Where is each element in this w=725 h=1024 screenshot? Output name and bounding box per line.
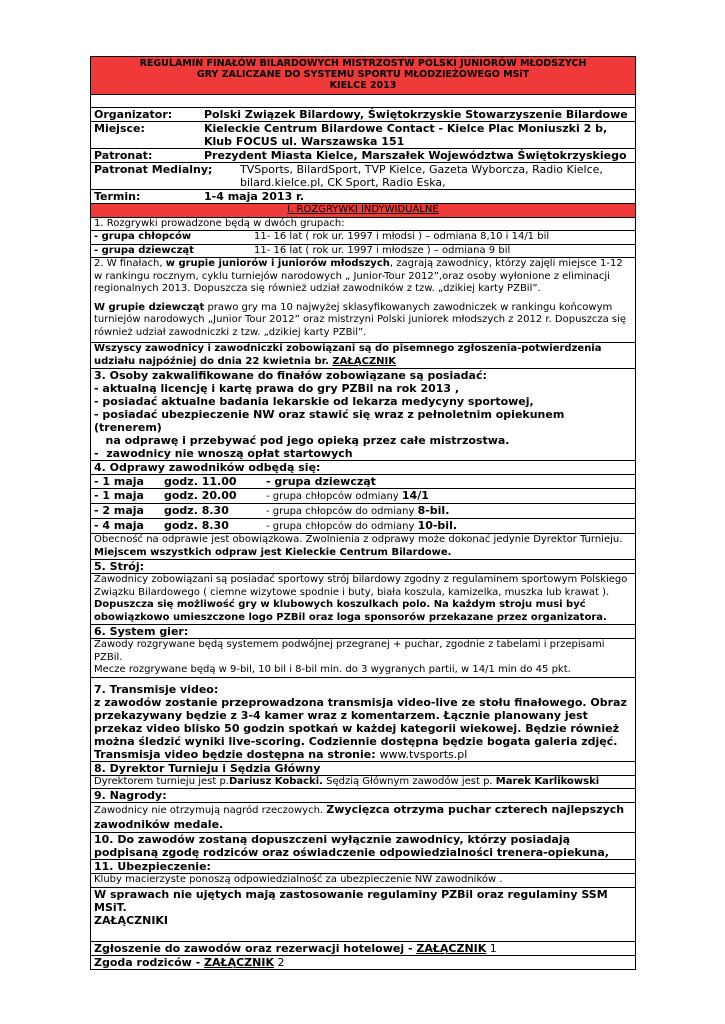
briefing-note-place: Miejscem wszystkich odpraw jest Kieleckie Centrum Bilardowe. bbox=[94, 546, 452, 558]
briefing-day: - 2 maja bbox=[94, 504, 144, 517]
title-line-3: KIELCE 2013 bbox=[329, 80, 397, 91]
system-text-2: Mecze rozgrywane będą w 9-bil, 10 bil i 8-bil min. do 3 wygranych partii, w 14/1 min do 45 pkt. bbox=[94, 664, 571, 675]
video-title: 7. Transmisje video: bbox=[94, 682, 219, 696]
qualification-paragraphs bbox=[90, 258, 636, 343]
system-block bbox=[90, 639, 636, 678]
admission-text: 10. Do zawodów zostaną dopuszczeni wyłącznie zawodnicy, którzy posiadają podpisaną zgodę rodziców oraz oświadczenie odpowiedzialności trenera-opiekuna, bbox=[90, 833, 636, 860]
closing-block bbox=[90, 888, 636, 942]
prizes-text-b: Zwycięzca otrzyma puchar czterech najlepszych zawodników medale. bbox=[94, 803, 625, 831]
attachment-1-link[interactable]: ZAŁĄCZNIK bbox=[416, 941, 487, 955]
briefing-desc: - grupa chłopców odmiany bbox=[266, 491, 402, 502]
briefing-time: godz. 20.00 bbox=[164, 489, 237, 502]
attachment-1-text: Zgłoszenie do zawodów oraz rezerwacji hotelowej - bbox=[94, 941, 417, 955]
media-value-2: bilard.kielce.pl, CK Sport, Radio Eska, bbox=[240, 176, 446, 189]
briefing-day: - 4 maja bbox=[94, 519, 144, 532]
briefing-time: godz. 11.00 bbox=[164, 475, 237, 488]
patron-value: Prezydent Miasta Kielce, Marszałek Województwa Świętokrzyskiego bbox=[204, 149, 627, 162]
attachments-heading: ZAŁĄCZNIKI bbox=[94, 913, 169, 927]
requirements-block bbox=[90, 369, 636, 461]
document-title bbox=[90, 56, 636, 95]
briefing-note-attendance: Obecność na odprawie jest obowiązkowa. Zwolnienia z odprawy może dokonać jedynie Dyrektor Turnieju. bbox=[94, 534, 623, 545]
briefing-day: - 1 maja bbox=[94, 489, 144, 502]
girls-group-row bbox=[90, 245, 636, 259]
briefing-notes bbox=[90, 534, 636, 560]
attachment-1-number: 1 bbox=[486, 941, 497, 955]
regulation-document bbox=[90, 56, 636, 970]
briefing-desc: - grupa chłopców do odmiany bbox=[266, 506, 418, 517]
director-title: 8. Dyrektor Turnieju i Sędzia Główny bbox=[90, 762, 636, 776]
closing-text: W sprawach nie ujętych mają zastosowanie regulaminy PZBil oraz regulaminy SSM MSiT. bbox=[94, 887, 608, 914]
prizes-title: 9. Nagrody: bbox=[90, 789, 636, 803]
dress-text: Zawodnicy zobowiązani są posiadać sportowy strój bilardowy zgodny z regulaminem sportowym Polskiego Związku Bilardowego ( ciemne wizytowe spodnie i buty, biała koszula, kamizelka, muszka lub krawat ). bbox=[94, 574, 628, 598]
organizer-row bbox=[90, 108, 636, 122]
briefing-desc-bold: 8-bil. bbox=[417, 504, 450, 517]
briefing-desc-bold: 14/1 bbox=[401, 489, 429, 502]
date-value: 1-4 maja 2013 r. bbox=[204, 190, 305, 203]
organizer-label: Organizator: bbox=[94, 108, 173, 121]
attachment-2-row bbox=[90, 956, 636, 970]
attachment-2-text: Zgoda rodziców - bbox=[94, 955, 205, 969]
requirement-insurance: - posiadać ubezpieczenie NW oraz stawić się wraz z pełnoletnim opiekunem (trenerem) bbox=[94, 408, 565, 434]
director-text-a: Dyrektorem turnieju jest p. bbox=[94, 775, 229, 787]
p3-text-b: prawo gry ma 10 najwyżej sklasyfikowanych zawodniczek w rankingu końcowym turniejów narodowych „Junior Tour 2012” oraz mistrzyni Polski juniorek młodszych z 2012 r. Dopuszcza się również udział zawodniczki z tzw. „dzikiej karty PZBil”. bbox=[94, 301, 627, 338]
section-1-header: I. ROZGRYWKI INDYWIDUALNE bbox=[90, 204, 636, 218]
date-row bbox=[90, 190, 636, 204]
dress-polo-text: Dopuszcza się możliwość gry w klubowych koszulkach polo. Na każdym stroju musi być obowiązkowo umieszczone logo PZBil oraz loga sponsorów przekazane przez organizatora. bbox=[94, 599, 607, 623]
briefing-row bbox=[90, 475, 636, 489]
p2-text-b: w grupie juniorów i juniorów młodszych bbox=[165, 258, 390, 269]
requirement-fees: - zawodnicy nie wnoszą opłat startowych bbox=[94, 447, 353, 460]
place-label: Miejsce: bbox=[94, 122, 145, 135]
briefing-day: - 1 maja bbox=[94, 475, 144, 488]
signup-row bbox=[90, 343, 636, 369]
media-patron-row bbox=[90, 163, 636, 190]
director-text bbox=[90, 776, 636, 790]
girls-value: 11- 16 lat ( rok ur. 1997 i młodsze ) – odmiana 9 bil bbox=[254, 244, 511, 256]
prizes-text-a: Zawodnicy nie otrzymują nagród rzeczowych. bbox=[94, 805, 327, 816]
requirement-license: - aktualną licencję i kartę prawa do gry PZBil na rok 2013 , bbox=[94, 382, 460, 395]
briefing-row bbox=[90, 504, 636, 519]
p2-text-c: , zagrają zawodnicy, którzy zajęli miejsce 1-12 w rankingu rocznym, cyklu turniejów narodowych „ Junior-Tour 2012”,oraz osoby wyłonione z eliminacji regionalnych 2013. Dopuszcza się również udział zawodników z tzw. „dzikiej karty PZBil”. bbox=[94, 258, 623, 294]
media-value-1: TVSports, BilardSport, TVP Kielce, Gazeta Wyborcza, Radio Kielce, bbox=[240, 163, 603, 176]
media-label: Patronat Medialny; bbox=[94, 163, 213, 176]
attachment-2-number: 2 bbox=[273, 955, 285, 969]
place-value-1: Kieleckie Centrum Bilardowe Contact - Kielce Plac Moniuszki 2 b, bbox=[204, 122, 608, 135]
boys-group-row bbox=[90, 231, 636, 245]
director-name: Dariusz Kobacki. bbox=[228, 775, 323, 787]
boys-value: 11- 16 lat ( rok ur. 1997 i młodsi ) – odmiana 8,10 i 14/1 bil bbox=[254, 231, 550, 242]
signup-attachment-link[interactable]: ZAŁĄCZNIK bbox=[332, 355, 397, 367]
signup-text: Wszyscy zawodnicy i zawodniczki zobowiązani są do pisemnego zgłoszenia-potwierdzenia udziału najpóźniej do dnia 22 kwietnia br. bbox=[94, 343, 602, 367]
title-line-2: GRY ZALICZANE DO SYSTEMU SPORTU MŁODZIEŻOWEGO MSiT bbox=[196, 69, 530, 80]
patron-row bbox=[90, 149, 636, 163]
place-value-2: Klub FOCUS ul. Warszawska 151 bbox=[204, 135, 405, 148]
briefing-row bbox=[90, 489, 636, 504]
date-label: Termin: bbox=[94, 190, 141, 203]
video-block bbox=[90, 678, 636, 762]
briefing-desc: - grupa chłopców do odmiany bbox=[266, 521, 418, 532]
requirement-supervision: na odprawę i przebywać pod jego opieką przez całe mistrzostwa. bbox=[94, 434, 510, 447]
briefing-desc-bold: 10-bil. bbox=[417, 519, 458, 532]
dress-block bbox=[90, 574, 636, 625]
prizes-text bbox=[90, 803, 636, 833]
attachment-2-link[interactable]: ZAŁĄCZNIK bbox=[204, 955, 274, 969]
dress-title: 5. Strój: bbox=[90, 560, 636, 574]
groups-intro: 1. Rozgrywki prowadzone będą w dwóch grupach: bbox=[90, 218, 636, 232]
insurance-title: 11. Ubezpieczenie: bbox=[90, 860, 636, 874]
requirements-title: 3. Osoby zakwalifikowane do finałów zobowiązane są posiadać: bbox=[94, 369, 487, 382]
referee-name: Marek Karlikowski bbox=[495, 775, 600, 787]
briefings-title: 4. Odprawy zawodników odbędą się: bbox=[90, 461, 636, 475]
video-text: z zawodów zostanie przeprowadzona transmisja video-live ze stołu finałowego. Obraz przekazywany będzie z 3-4 kamer wraz z komentarzem. Łącznie planowany jest przekaz video blisko 50 godzin spotkań w każdej kategorii wiekowej. Będzie również można śledzić wyniki live-scoring. Codziennie dostępna będzie bogata galeria zdjęć. bbox=[94, 695, 627, 748]
briefing-time: godz. 8.30 bbox=[164, 504, 229, 517]
girls-label: - grupa dziewcząt bbox=[94, 244, 194, 256]
qualification-juniors bbox=[94, 258, 632, 296]
briefing-time: godz. 8.30 bbox=[164, 519, 229, 532]
system-text-1: Zawody rozgrywane będą systemem podwójnej przegranej + puchar, zgodnie z tabelami i przepisami PZBil. bbox=[94, 639, 605, 663]
briefing-row bbox=[90, 519, 636, 534]
video-site-link[interactable]: www.tvsports.pl bbox=[379, 747, 468, 761]
director-text-c: Sędzią Głównym zawodów jest p. bbox=[322, 775, 496, 787]
patron-label: Patronat: bbox=[94, 149, 153, 162]
boys-label: - grupa chłopców bbox=[94, 231, 192, 242]
organizer-value: Polski Związek Bilardowy, Świętokrzyskie Stowarzyszenie Bilardowe bbox=[204, 108, 628, 121]
spacer-row bbox=[90, 95, 636, 108]
requirement-medical: - posiadać aktualne badania lekarskie od lekarza medycyny sportowej, bbox=[94, 395, 534, 408]
system-title: 6. System gier: bbox=[90, 625, 636, 639]
p2-text-a: 2. W finałach, bbox=[94, 258, 166, 269]
place-row bbox=[90, 122, 636, 149]
attachment-1-row bbox=[90, 942, 636, 956]
p3-text-a: W grupie dziewcząt bbox=[94, 301, 205, 313]
title-line-1: REGULAMIN FINAŁÓW BILARDOWYCH MISTRZOSTW POLSKI JUNIORÓW MŁODSZYCH bbox=[139, 58, 587, 69]
video-site-label: Transmisja video będzie dostępna na stronie: bbox=[94, 747, 380, 761]
briefing-desc: - grupa dziewcząt bbox=[266, 475, 376, 488]
qualification-girls bbox=[94, 302, 632, 340]
insurance-text: Kluby macierzyste ponoszą odpowiedzialność za ubezpieczenie NW zawodników . bbox=[90, 874, 636, 888]
